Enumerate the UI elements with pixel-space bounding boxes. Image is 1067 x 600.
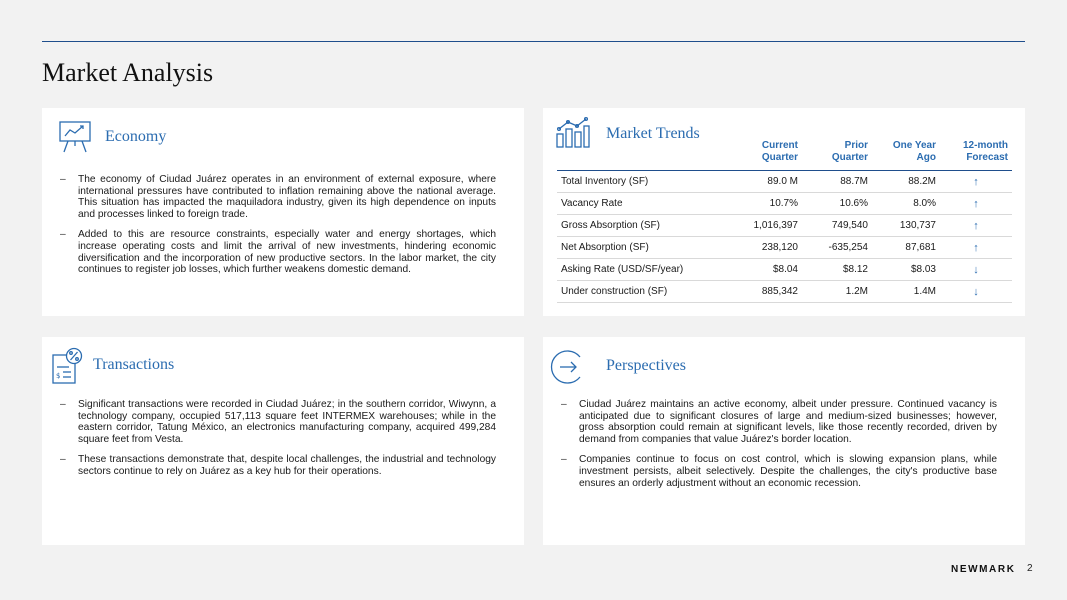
brand-logo: NEWMARK — [951, 564, 1016, 575]
header-forecast: 12-month Forecast — [940, 140, 1012, 171]
transactions-bullet: – These transactions demonstrate that, despite local challenges, the industrial and technology sectors continue to rely on Juárez as a key hub for their operations. — [60, 454, 496, 477]
transactions-panel — [42, 337, 524, 545]
perspectives-bullet: – Companies continue to focus on cost control, which is slowing expansion plans, while investment persists, albeit selectively. Despite the challenges, the city's productive base ensures an orderly adjustment without an economic recession. — [561, 454, 997, 489]
perspectives-bullet: – Ciudad Juárez maintains an active economy, albeit under pressure. Continued vacancy is anticipated due to significant closures of large and medium-sized businesses; however, gross absorption could remain at significant levels, like those recently recorded, driven by demand from companies that value Juárez's border location. — [561, 399, 997, 445]
table-row — [557, 237, 1012, 259]
cell-current: 1,016,397 — [727, 215, 802, 237]
economy-bullets — [60, 174, 496, 285]
table-row — [557, 281, 1012, 303]
page-number: 2 — [1027, 563, 1033, 574]
forecast-arrow-icon: ↓ — [940, 281, 1012, 303]
cell-year-ago: 88.2M — [872, 171, 940, 193]
perspectives-title: Perspectives — [606, 357, 686, 374]
svg-text:$: $ — [56, 372, 61, 380]
cell-prior: 88.7M — [802, 171, 872, 193]
table-row — [557, 259, 1012, 281]
table-row — [557, 193, 1012, 215]
market-trends-title: Market Trends — [606, 125, 700, 142]
row-label: Under construction (SF) — [557, 281, 727, 303]
cell-year-ago: 130,737 — [872, 215, 940, 237]
cell-year-ago: 87,681 — [872, 237, 940, 259]
transactions-bullets — [60, 399, 496, 487]
economy-title: Economy — [105, 128, 167, 145]
forecast-arrow-icon: ↑ — [940, 237, 1012, 259]
header-one-year-ago: One Year Ago — [872, 140, 940, 171]
forecast-arrow-icon: ↑ — [940, 171, 1012, 193]
cell-prior: $8.12 — [802, 259, 872, 281]
cell-current: $8.04 — [727, 259, 802, 281]
table-header-row — [557, 140, 1012, 171]
header-prior-quarter: Prior Quarter — [802, 140, 872, 171]
economy-bullet: – The economy of Ciudad Juárez operates in an environment of external exposure, where international pressures have contributed to inflation remaining above the national average. This situation has impacted the maquiladora industry, given its high dependence on inputs and processes linked to foreign trade. — [60, 174, 496, 220]
row-label: Net Absorption (SF) — [557, 237, 727, 259]
row-label: Vacancy Rate — [557, 193, 727, 215]
document-percent-icon — [51, 347, 85, 385]
cell-current: 238,120 — [727, 237, 802, 259]
cell-year-ago: $8.03 — [872, 259, 940, 281]
cell-year-ago: 1.4M — [872, 281, 940, 303]
top-divider — [42, 41, 1025, 42]
presentation-chart-icon — [57, 120, 93, 154]
row-label: Total Inventory (SF) — [557, 171, 727, 193]
transactions-bullet: – Significant transactions were recorded in Ciudad Juárez; in the southern corridor, Wiwynn, a technology company, occupied 517,113 square feet INTERMEX warehouses; while in the eastern corridor, Tatung México, an electronics manufacturing company, acquired 499,284 square feet from Vesta. — [60, 399, 496, 445]
row-label: Asking Rate (USD/SF/year) — [557, 259, 727, 281]
transactions-title: Transactions — [93, 356, 175, 373]
economy-panel — [42, 108, 524, 316]
forecast-arrow-icon: ↑ — [940, 215, 1012, 237]
forecast-arrow-icon: ↓ — [940, 259, 1012, 281]
forecast-arrow-icon: ↑ — [940, 193, 1012, 215]
arrow-right-circle-icon — [550, 349, 586, 385]
cell-prior: 10.6% — [802, 193, 872, 215]
cell-current: 885,342 — [727, 281, 802, 303]
market-trends-panel — [543, 108, 1025, 316]
table-row — [557, 171, 1012, 193]
row-label: Gross Absorption (SF) — [557, 215, 727, 237]
cell-prior: -635,254 — [802, 237, 872, 259]
header-label — [557, 140, 727, 171]
table-row — [557, 215, 1012, 237]
economy-bullet: – Added to this are resource constraints, especially water and energy shortages, which increase operating costs and limit the arrival of new investments, hindering economic diversification and the incorporation of new productive sectors. In the labor market, the city continues to register job losses, which further weakens domestic demand. — [60, 229, 496, 275]
cell-current: 10.7% — [727, 193, 802, 215]
market-trends-table — [557, 140, 1012, 303]
page-title: Market Analysis — [42, 58, 214, 87]
cell-current: 89.0 M — [727, 171, 802, 193]
cell-year-ago: 8.0% — [872, 193, 940, 215]
perspectives-bullets — [561, 399, 997, 498]
cell-prior: 749,540 — [802, 215, 872, 237]
perspectives-panel — [543, 337, 1025, 545]
header-current-quarter: Current Quarter — [727, 140, 802, 171]
cell-prior: 1.2M — [802, 281, 872, 303]
